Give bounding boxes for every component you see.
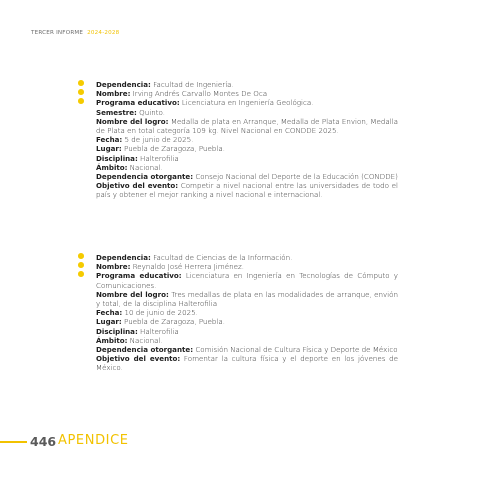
page-number: 446 [30,434,57,449]
objetivo-line: Objetivo del evento: Fomentar la cultura física y el deporte en los jóvenes de México. [96,354,398,373]
ambito-line: Ámbito: Nacional. [96,335,163,345]
bullet-dot-icon [78,262,84,268]
otorgante-line: Dependencia otorgante: Comisión Nacional de Cultura Física y Deporte de México [96,345,398,355]
programa-line: Programa educativo: Licenciatura en Ingeniería en Tecnologías de Cómputo y Comunicaciones. [96,271,398,290]
report-years: 2024-2028 [87,30,120,36]
nombre-line: Nombre: Irving Andrés Carvallo Montes De Oca [96,89,268,99]
bullet-group [78,80,85,108]
achievement-entry [96,80,398,200]
fecha-line: Fecha: 5 de junio de 2025. [96,135,194,145]
disciplina-line: Disciplina: Halterofilia [96,326,179,336]
lugar-line: Lugar: Puebla de Zaragoza, Puebla. [96,144,225,154]
bullet-dot-icon [78,89,84,95]
logro-line: Nombre del logro: Tres medallas de plata en las modalidades de arranque, envión y total, de la disciplina Halterofilia [96,289,398,309]
otorgante-line: Dependencia otorgante: Consejo Nacional del Deporte de la Educación (CONDDE) [96,172,398,182]
objetivo-line: Objetivo del evento: Competir a nivel nacional entre las universidades de todo el país y obtener el mejor ranking a nivel nacional e internacional. [96,181,398,200]
footer-rule [0,441,27,443]
achievement-entry [96,253,398,373]
dependencia-line: Dependencia: Facultad de Ingeniería. [96,80,234,89]
logro-line: Nombre del logro: Medalla de plata en Arranque, Medalla de Plata Envion, Medalla de Plata en total categoría 109 kg. Nivel Nacional en CONDDE 2025. [96,116,398,136]
semestre-line: Semestre: Quinto. [96,107,165,117]
bullet-dot-icon [78,271,84,277]
running-header [31,30,119,36]
section-title: APENDICE [58,433,129,448]
bullet-dot-icon [78,98,84,104]
programa-line: Programa educativo: Licenciatura en Ingeniería Geológica. [96,98,314,108]
report-title: TERCER INFORME [31,30,84,36]
dependencia-line: Dependencia: Facultad de Ciencias de la Información. [96,253,293,262]
bullet-dot-icon [78,80,84,86]
lugar-line: Lugar: Puebla de Zaragoza, Puebla. [96,317,225,327]
bullet-dot-icon [78,253,84,259]
nombre-line: Nombre: Reynaldo José Herrera Jiménez. [96,262,244,272]
fecha-line: Fecha: 10 de junio de 2025. [96,308,198,318]
bullet-group [78,253,85,281]
ambito-line: Ámbito: Nacional. [96,162,163,172]
disciplina-line: Disciplina: Halterofilia [96,153,179,163]
